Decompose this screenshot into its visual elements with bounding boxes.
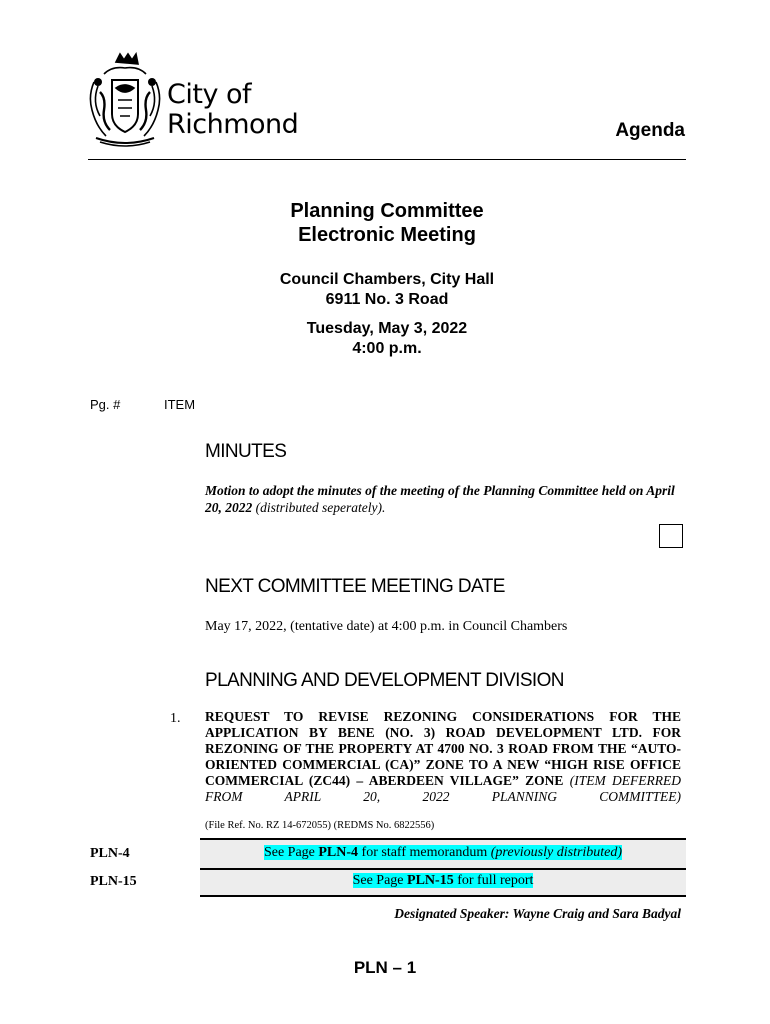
checkbox-icon[interactable] [659, 524, 683, 548]
page-label-pln-4: PLN-4 [90, 846, 130, 861]
meeting-location [88, 270, 686, 310]
logo-line-1: City of [167, 79, 252, 110]
item-title-note: (ITEM DEFERRED FROM APRIL 20, 2022 PLANNING COMMITTEE) [205, 773, 682, 804]
reference-prefix: See Page [263, 845, 319, 860]
item-title-text: REQUEST TO REVISE REZONING CONSIDERATIONS FOR THE APPLICATION BY BENE (NO. 3) ROAD DEVELOPMENT LTD. FOR REZONING OF THE PROPERTY AT 4700 NO. 3 ROAD FROM THE “AUTO-ORIENTED COMMERCIAL (CA)” ZONE TO A NEW “HIGH RISE OFFICE COMMERCIAL (ZC44) – ABERDEEN VILLAGE” ZONE [205, 709, 681, 788]
agenda-label: Agenda [615, 120, 685, 141]
reference-divider [200, 868, 686, 870]
next-meeting-text: May 17, 2022, (tentative date) at 4:00 p.m. in Council Chambers [205, 619, 568, 634]
planning-heading: PLANNING AND DEVELOPMENT DIVISION [205, 670, 564, 691]
reference-note: (previously distributed) [490, 845, 623, 860]
city-logo-text [167, 80, 298, 140]
meeting-time: 4:00 p.m. [352, 340, 422, 357]
next-meeting-heading: NEXT COMMITTEE MEETING DATE [205, 576, 505, 597]
item-file-reference: (File Ref. No. RZ 14-672055) (REDMS No. 6822556) [205, 820, 435, 831]
reference-suffix: for staff memorandum [358, 845, 491, 860]
column-header-page: Pg. # [90, 397, 121, 412]
item-title [205, 709, 681, 805]
reference-divider [200, 895, 686, 897]
item-number: 1. [170, 711, 181, 726]
reference-prefix: See Page [352, 873, 408, 888]
meeting-title [88, 199, 686, 247]
meeting-location-line-1: Council Chambers, City Hall [279, 271, 495, 288]
header-divider [88, 159, 686, 160]
logo-line-2: Richmond [167, 109, 299, 140]
meeting-date: Tuesday, May 3, 2022 [306, 320, 468, 337]
reference-link-pln-15[interactable] [200, 873, 686, 889]
reference-link-pln-4[interactable] [200, 845, 686, 861]
reference-page: PLN-4 [318, 845, 359, 860]
city-crest-icon [86, 52, 164, 150]
minutes-motion-text: Motion to adopt the minutes of the meeting of the Planning Committee held on April 20, 2022 [205, 483, 675, 515]
designated-speaker: Designated Speaker: Wayne Craig and Sara Badyal [394, 906, 681, 921]
meeting-location-line-2: 6911 No. 3 Road [325, 291, 449, 308]
minutes-heading: MINUTES [205, 441, 287, 462]
meeting-title-line-2: Electronic Meeting [298, 224, 476, 246]
page-label-pln-15: PLN-15 [90, 874, 137, 889]
meeting-datetime [88, 319, 686, 359]
minutes-motion [205, 482, 683, 516]
page-number: PLN – 1 [353, 958, 417, 977]
column-header-item: ITEM [164, 397, 196, 412]
reference-page: PLN-15 [407, 873, 454, 888]
reference-divider [200, 838, 686, 840]
reference-suffix: for full report [453, 873, 534, 888]
minutes-motion-note: (distributed seperately). [252, 500, 386, 515]
meeting-title-line-1: Planning Committee [290, 200, 484, 222]
